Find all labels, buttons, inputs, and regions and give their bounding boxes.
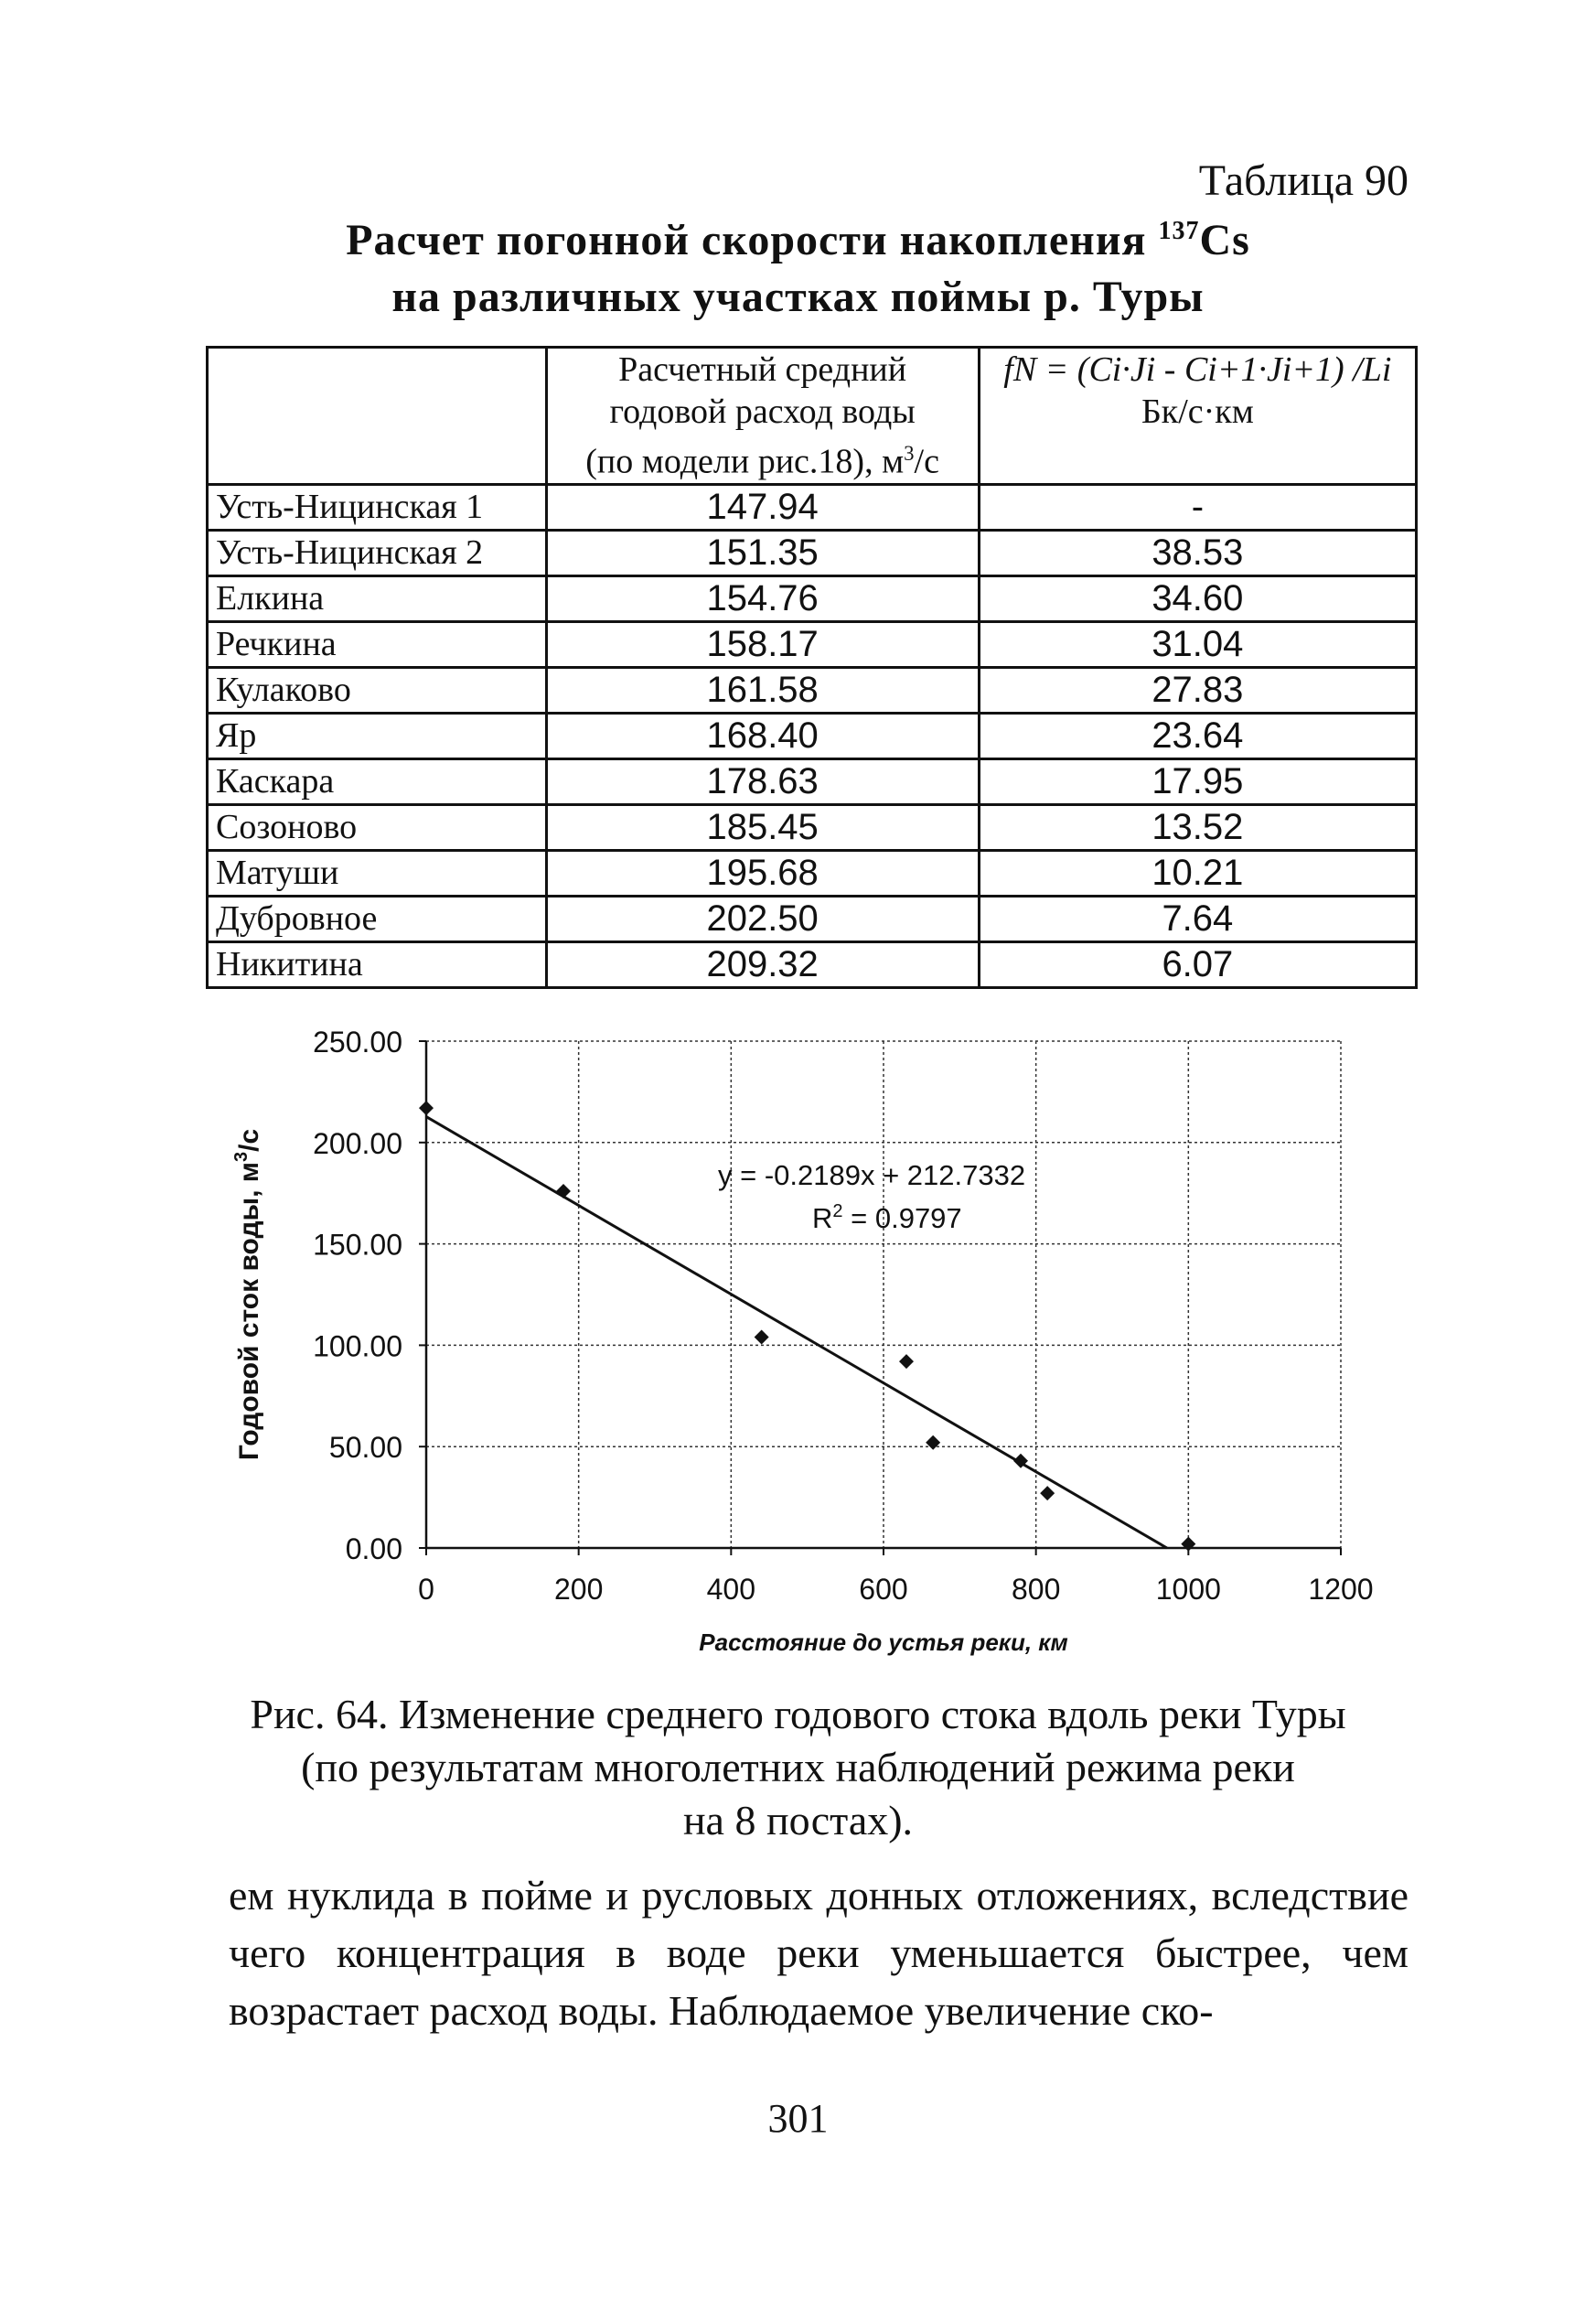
flow-value-cell: 154.76 — [546, 575, 979, 621]
fn-value-cell: 17.95 — [979, 758, 1416, 804]
data-point — [926, 1435, 940, 1450]
x-tick-label: 1000 — [1155, 1573, 1221, 1606]
fn-value-cell: 34.60 — [979, 575, 1416, 621]
table-row — [208, 896, 1417, 941]
station-name-cell: Речкина — [208, 621, 547, 667]
flow-chart — [220, 1006, 1409, 1665]
flow-value-cell: 195.68 — [546, 850, 979, 896]
flow-value-cell: 178.63 — [546, 758, 979, 804]
table-title-line1 — [0, 203, 1596, 269]
table-row — [208, 667, 1417, 713]
data-point — [1040, 1486, 1055, 1500]
x-tick-label: 0 — [418, 1573, 434, 1606]
station-name-cell: Елкина — [208, 575, 547, 621]
y-tick-label: 0.00 — [345, 1532, 402, 1565]
r-squared-symbol: R — [812, 1202, 833, 1234]
station-name-cell: Усть-Ницинская 2 — [208, 530, 547, 575]
table-header-row — [208, 348, 1417, 485]
y-tick-label: 50.00 — [328, 1431, 402, 1465]
header-flow-unit-sup: 3 — [904, 442, 915, 465]
station-name-cell: Кулаково — [208, 667, 547, 713]
station-name-cell: Каскара — [208, 758, 547, 804]
station-name-cell: Никитина — [208, 941, 547, 987]
x-tick-label: 200 — [553, 1573, 604, 1606]
page-number: 301 — [767, 2096, 829, 2141]
chart-axes — [419, 1041, 1341, 1555]
data-point — [556, 1184, 571, 1198]
table-title-nuclide: Cs — [1199, 216, 1250, 264]
station-name-cell: Созоново — [208, 804, 547, 850]
header-flow-line2: годовой расход воды — [609, 392, 916, 431]
flow-value-cell: 185.45 — [546, 804, 979, 850]
r-squared-label — [812, 1201, 962, 1234]
y-axis-title-unit: /с — [234, 1128, 264, 1152]
data-point — [755, 1330, 769, 1345]
table-row — [208, 484, 1417, 530]
y-tick-label: 150.00 — [313, 1228, 402, 1262]
flow-value-cell: 158.17 — [546, 621, 979, 667]
x-tick-label: 800 — [1011, 1573, 1061, 1606]
body-paragraph: ем нуклида в пойме и русловых донных отложениях, вследствие чего концентрация в воде реки уменьшается быстрее, чем возрастает расход воды. Наблюдаемое увеличение ско- — [229, 1872, 1409, 2034]
table-row — [208, 621, 1417, 667]
table-body — [208, 484, 1417, 987]
y-axis-title — [231, 1129, 264, 1460]
fn-value-cell: 6.07 — [979, 941, 1416, 987]
figure-caption — [0, 1688, 1596, 1847]
chart-labels — [231, 1026, 1374, 1656]
figure-caption-line3: на 8 постах). — [682, 1797, 914, 1843]
table-row — [208, 941, 1417, 987]
table-row — [208, 758, 1417, 804]
header-fn-unit: Бк/с·км — [1141, 392, 1254, 431]
table-row — [208, 530, 1417, 575]
fn-value-cell: 10.21 — [979, 850, 1416, 896]
fn-value-cell: 13.52 — [979, 804, 1416, 850]
x-tick-label: 600 — [859, 1573, 908, 1606]
x-axis-title: Расстояние до устья реки, км — [699, 1628, 1068, 1656]
fn-value-cell: - — [979, 484, 1416, 530]
figure-caption-line2: (по результатам многолетних наблюдений режима реки — [301, 1744, 1295, 1790]
fn-value-cell: 23.64 — [979, 713, 1416, 758]
chart-grid — [426, 1041, 1341, 1548]
y-axis-title-sup: 3 — [231, 1151, 252, 1163]
table-row — [208, 850, 1417, 896]
flow-value-cell: 151.35 — [546, 530, 979, 575]
flow-value-cell: 202.50 — [546, 896, 979, 941]
header-flow — [546, 348, 979, 485]
station-name-cell: Усть-Ницинская 1 — [208, 484, 547, 530]
table-title-isotope-mass: 137 — [1158, 217, 1200, 245]
data-point — [899, 1354, 914, 1369]
trendline-equation: y = -0.2189x + 212.7332 — [718, 1159, 1026, 1191]
y-axis-title-text: Годовой сток воды, м — [234, 1162, 264, 1461]
figure-caption-line1: Рис. 64. Изменение среднего годового стока вдоль реки Туры — [250, 1691, 1346, 1737]
header-flow-line1: Расчетный средний — [618, 350, 907, 389]
flow-value-cell: 168.40 — [546, 713, 979, 758]
y-tick-label: 100.00 — [313, 1329, 402, 1363]
header-flow-line3 — [555, 433, 970, 483]
table-row — [208, 713, 1417, 758]
header-station — [208, 348, 547, 485]
x-tick-label: 1200 — [1308, 1573, 1374, 1606]
r-squared-sup: 2 — [832, 1201, 843, 1221]
data-point — [419, 1101, 434, 1115]
header-flow-unit-post: /с — [914, 442, 939, 481]
fn-value-cell: 38.53 — [979, 530, 1416, 575]
x-tick-label: 400 — [706, 1573, 756, 1606]
fn-value-cell: 31.04 — [979, 621, 1416, 667]
table-row — [208, 575, 1417, 621]
flow-value-cell: 147.94 — [546, 484, 979, 530]
y-tick-label: 200.00 — [313, 1126, 402, 1160]
y-tick-label: 250.00 — [313, 1026, 402, 1059]
r-squared-value: = 0.9797 — [842, 1202, 962, 1234]
table-title-line2: на различных участках поймы р. Туры — [391, 273, 1205, 321]
table-title — [0, 203, 1596, 326]
flow-value-cell: 209.32 — [546, 941, 979, 987]
data-table — [206, 346, 1418, 989]
table-label: Таблица 90 — [1198, 156, 1409, 205]
header-fn — [979, 348, 1416, 485]
station-name-cell: Матуши — [208, 850, 547, 896]
table-row — [208, 804, 1417, 850]
station-name-cell: Дубровное — [208, 896, 547, 941]
header-flow-unit-pre: (по модели рис.18), м — [585, 442, 905, 481]
station-name-cell: Яр — [208, 713, 547, 758]
table-title-text: Расчет погонной скорости накопления — [346, 216, 1147, 264]
fn-value-cell: 27.83 — [979, 667, 1416, 713]
flow-value-cell: 161.58 — [546, 667, 979, 713]
header-fn-formula: fN = (Ci·Ji - Ci+1·Ji+1) /Li — [1003, 350, 1392, 389]
fn-value-cell: 7.64 — [979, 896, 1416, 941]
